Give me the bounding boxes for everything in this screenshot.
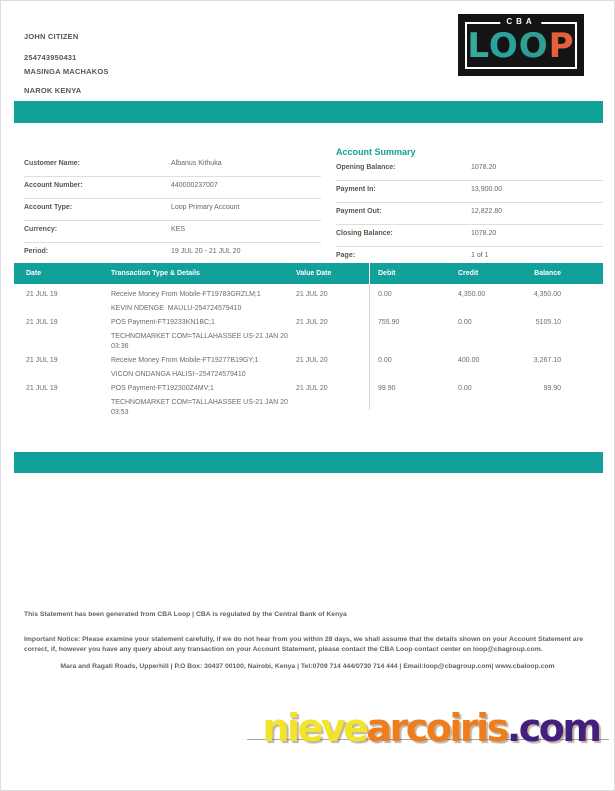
detail-label: Account Number: <box>24 182 83 189</box>
logo-frame <box>465 17 577 69</box>
account-detail-row <box>24 177 321 199</box>
summary-row <box>336 225 603 247</box>
txn-details-line: POS Payment-FT192300Z4MV;1 <box>111 385 214 392</box>
txn-balance: 4,350.00 <box>533 291 561 298</box>
summary-value: 1078.20 <box>471 230 497 237</box>
txn-details-line: Receive Money From Mobile-FT19277B19GY;1 <box>111 357 259 364</box>
account-detail-row <box>24 221 321 243</box>
txn-details-time: 03:36 <box>111 343 129 350</box>
statement-generated-note: This Statement has been generated from CBA Loop | CBA is regulated by the Central Bank of Kenya <box>24 611 347 618</box>
detail-label: Currency: <box>24 226 58 233</box>
customer-address-line1: MASINGA MACHAKOS <box>24 67 109 76</box>
txn-details-line: TECHNOMARKET COM=TALLAHASSEE US-21 JAN 20 <box>111 399 288 406</box>
txn-details-line: TECHNOMARKET COM=TALLAHASSEE US-21 JAN 20 <box>111 333 288 340</box>
detail-value: Loop Primary Account <box>171 204 240 211</box>
detail-label: Customer Name: <box>24 160 81 167</box>
logo-cba-text: CBA <box>500 17 541 26</box>
txn-debit: 99.90 <box>378 385 396 392</box>
txn-details-line: Receive Money From Mobile-FT19783GRZLM;1 <box>111 291 261 298</box>
transactions-header-row <box>14 263 603 284</box>
txn-balance: 99.90 <box>543 385 561 392</box>
header-balance: Balance <box>534 270 561 277</box>
txn-date: 21 JUL 19 <box>26 319 58 326</box>
customer-address-line2: NAROK KENYA <box>24 86 82 95</box>
txn-details <box>111 319 296 350</box>
transactions-table <box>14 263 603 416</box>
header-value-date: Value Date <box>296 270 332 277</box>
detail-value: KES <box>171 226 186 233</box>
transactions-body <box>14 284 603 416</box>
detail-label: Account Type: <box>24 204 73 211</box>
summary-value: 12,822.80 <box>471 208 503 215</box>
header-debit: Debit <box>378 270 396 277</box>
customer-name: JOHN CITIZEN <box>24 32 79 41</box>
txn-date: 21 JUL 19 <box>26 385 58 392</box>
txn-debit: 0.00 <box>378 291 392 298</box>
txn-balance: 5105.10 <box>535 319 561 326</box>
account-summary-title: Account Summary <box>336 147 416 157</box>
watermark-site-text <box>241 706 615 750</box>
detail-value: 19 JUL 20 - 21 JUL 20 <box>171 248 241 255</box>
logo-letter: P <box>548 26 575 66</box>
header-details: Transaction Type & Details <box>111 270 200 277</box>
customer-phone: 254743950431 <box>24 53 77 62</box>
detail-value: 440000237007 <box>171 182 218 189</box>
transaction-row <box>14 378 603 416</box>
summary-value: 1078.20 <box>471 164 497 171</box>
txn-value-date: 21 JUL 20 <box>296 319 328 326</box>
account-detail-row <box>24 199 321 221</box>
summary-row <box>336 181 603 203</box>
detail-label: Period: <box>24 248 49 255</box>
summary-label: Closing Balance: <box>336 230 393 237</box>
logo-loop-text <box>467 26 575 66</box>
account-detail-row <box>24 243 321 265</box>
txn-value-date: 21 JUL 20 <box>296 291 328 298</box>
summary-row <box>336 203 603 225</box>
txn-credit: 0.00 <box>458 385 472 392</box>
logo-letter: L <box>467 26 489 66</box>
txn-credit: 4,350.00 <box>458 291 486 298</box>
txn-details-time: 03:53 <box>111 409 129 416</box>
cba-loop-logo <box>458 14 584 76</box>
transaction-row <box>14 284 603 312</box>
txn-debit: 755.90 <box>378 319 400 326</box>
logo-letter: O <box>488 26 519 66</box>
txn-details-line: VICON ONDANGA HALISI--254724579410 <box>111 371 246 378</box>
txn-details-line: KEVIN NDENGE MAULU-254724579410 <box>111 305 242 312</box>
summary-value: 13,900.00 <box>471 186 503 193</box>
txn-details <box>111 291 296 312</box>
bank-address-line: Mara and Ragati Roads, Upperhill | P.O Box: 30437 00100, Nairobi, Kenya | Tel:0709 714 444/0730 714 444 | Email:loop@cbagroup.com| www.cbaloop.com <box>60 663 555 670</box>
txn-credit: 0.00 <box>458 319 472 326</box>
txn-credit: 400.00 <box>458 357 480 364</box>
footer-banner-bar <box>14 452 603 473</box>
txn-value-date: 21 JUL 20 <box>296 385 328 392</box>
summary-label: Opening Balance: <box>336 164 396 171</box>
txn-debit: 0.00 <box>378 357 392 364</box>
txn-balance: 3,267.10 <box>533 357 561 364</box>
account-detail-row <box>24 155 321 177</box>
txn-value-date: 21 JUL 20 <box>296 357 328 364</box>
account-summary-table <box>336 159 603 269</box>
summary-label: Payment In: <box>336 186 376 193</box>
txn-details <box>111 357 296 378</box>
summary-label: Payment Out: <box>336 208 382 215</box>
summary-label: Page: <box>336 252 356 259</box>
header-date: Date <box>26 270 42 277</box>
txn-details-line: POS Payment-FT19233KN1BC;1 <box>111 319 215 326</box>
transaction-row <box>14 312 603 350</box>
detail-value: Albanus Kithuka <box>171 160 222 167</box>
summary-row <box>336 159 603 181</box>
watermark-part: arcoiris <box>366 706 507 750</box>
txn-date: 21 JUL 19 <box>26 291 58 298</box>
summary-value: 1 of 1 <box>471 252 489 259</box>
logo-letter: O <box>518 26 549 66</box>
watermark-part: nieve <box>262 706 367 750</box>
header-banner-bar <box>14 101 603 123</box>
watermark-part: .com <box>506 706 600 750</box>
header-credit: Credit <box>458 270 479 277</box>
txn-date: 21 JUL 19 <box>26 357 58 364</box>
transaction-row <box>14 350 603 378</box>
important-notice: Important Notice: Please examine your statement carefully, if we do not hear from you within 28 days, we shall assume that the details shown on your Account Statement are correct, if, however you have any query about any transaction on your Account Statement, please contact the CBA Loop contact center on loop@cbagroup.com. <box>24 636 583 653</box>
account-details-table <box>24 155 321 265</box>
txn-details <box>111 385 296 416</box>
